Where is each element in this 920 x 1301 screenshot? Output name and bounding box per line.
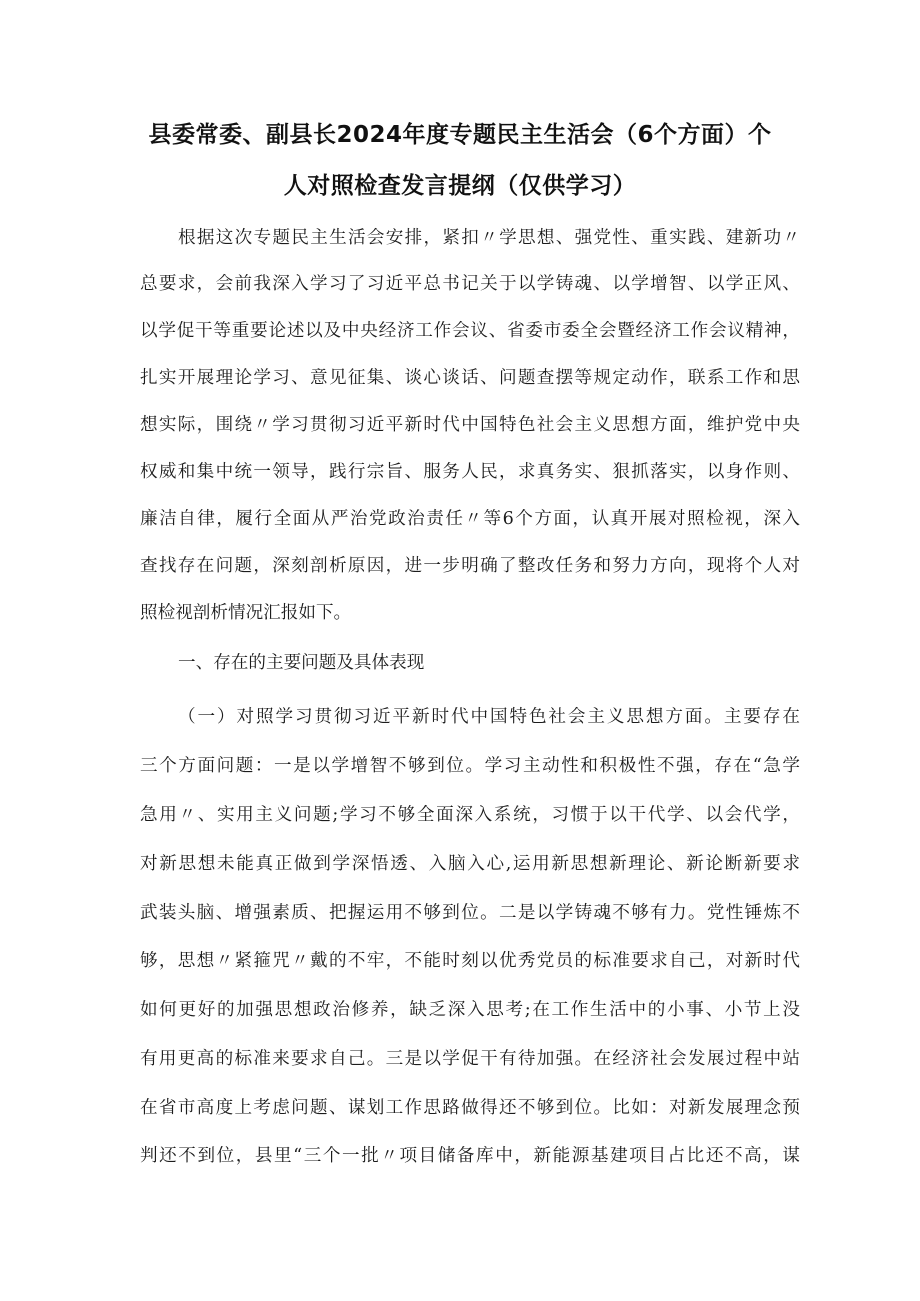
section-heading: 一、存在的主要问题及具体表现	[178, 653, 425, 673]
intro-line: 以学促干等重要论述以及中央经济工作会议、省委市委全会暨经济工作会议精神，	[140, 321, 800, 341]
intro-line: 扎实开展理论学习、意见征集、谈心谈话、问题查摆等规定动作，联系工作和思	[140, 368, 800, 388]
subsection-line: 判还不到位，县里“三个一批〃项目储备库中，新能源基建项目占比还不高，谋	[140, 1146, 800, 1166]
intro-line: 照检视剖析情况汇报如下。	[140, 603, 352, 623]
intro-line: 查找存在问题，深刻剖析原因，进一步明确了整改任务和努力方向，现将个人对	[140, 556, 800, 576]
intro-line: 廉洁自律，履行全面从严治党政治责任〃等6个方面，认真开展对照检视，深入	[140, 509, 800, 529]
intro-line: 权威和集中统一领导，践行宗旨、服务人民，求真务实、狠抓落实，以身作则、	[140, 462, 800, 482]
subsection-line: 急用〃、实用主义问题;学习不够全面深入系统，习惯于以干代学、以会代学，	[140, 805, 800, 825]
document-title-line-1: 县委常委、副县长2024年度专题民主生活会（6个方面）个	[148, 122, 772, 148]
intro-line: 根据这次专题民主生活会安排，紧扣〃学思想、强党性、重实践、建新功〃	[178, 228, 800, 248]
subsection-line: 够，思想〃紧箍咒〃戴的不牢，不能时刻以优秀党员的标准要求自己，对新时代	[140, 951, 800, 971]
subsection-line: 武装头脑、增强素质、把握运用不够到位。二是以学铸魂不够有力。党性锤炼不	[140, 903, 800, 923]
subsection-line: 有用更高的标准来要求自己。三是以学促干有待加强。在经济社会发展过程中站	[140, 1049, 800, 1069]
intro-line: 想实际，围绕〃学习贯彻习近平新时代中国特色社会主义思想方面，维护党中央	[140, 415, 800, 435]
document-title-line-2: 人对照检查发言提纲（仅供学习）	[283, 173, 637, 199]
subsection-line: 三个方面问题：一是以学增智不够到位。学习主动性和积极性不强，存在“急学	[140, 756, 800, 776]
subsection-line: 在省市高度上考虑问题、谋划工作思路做得还不够到位。比如：对新发展理念预	[140, 1098, 800, 1118]
intro-line: 总要求，会前我深入学习了习近平总书记关于以学铸魂、以学增智、以学正风、	[140, 274, 800, 294]
subsection-line: 如何更好的加强思想政治修养，缺乏深入思考;在工作生活中的小事、小节上没	[140, 1000, 800, 1020]
subsection-line: 对新思想未能真正做到学深悟透、入脑入心,运用新思想新理论、新论断新要求	[140, 854, 800, 874]
subsection-line: （一）对照学习贯彻习近平新时代中国特色社会主义思想方面。主要存在	[178, 707, 800, 727]
